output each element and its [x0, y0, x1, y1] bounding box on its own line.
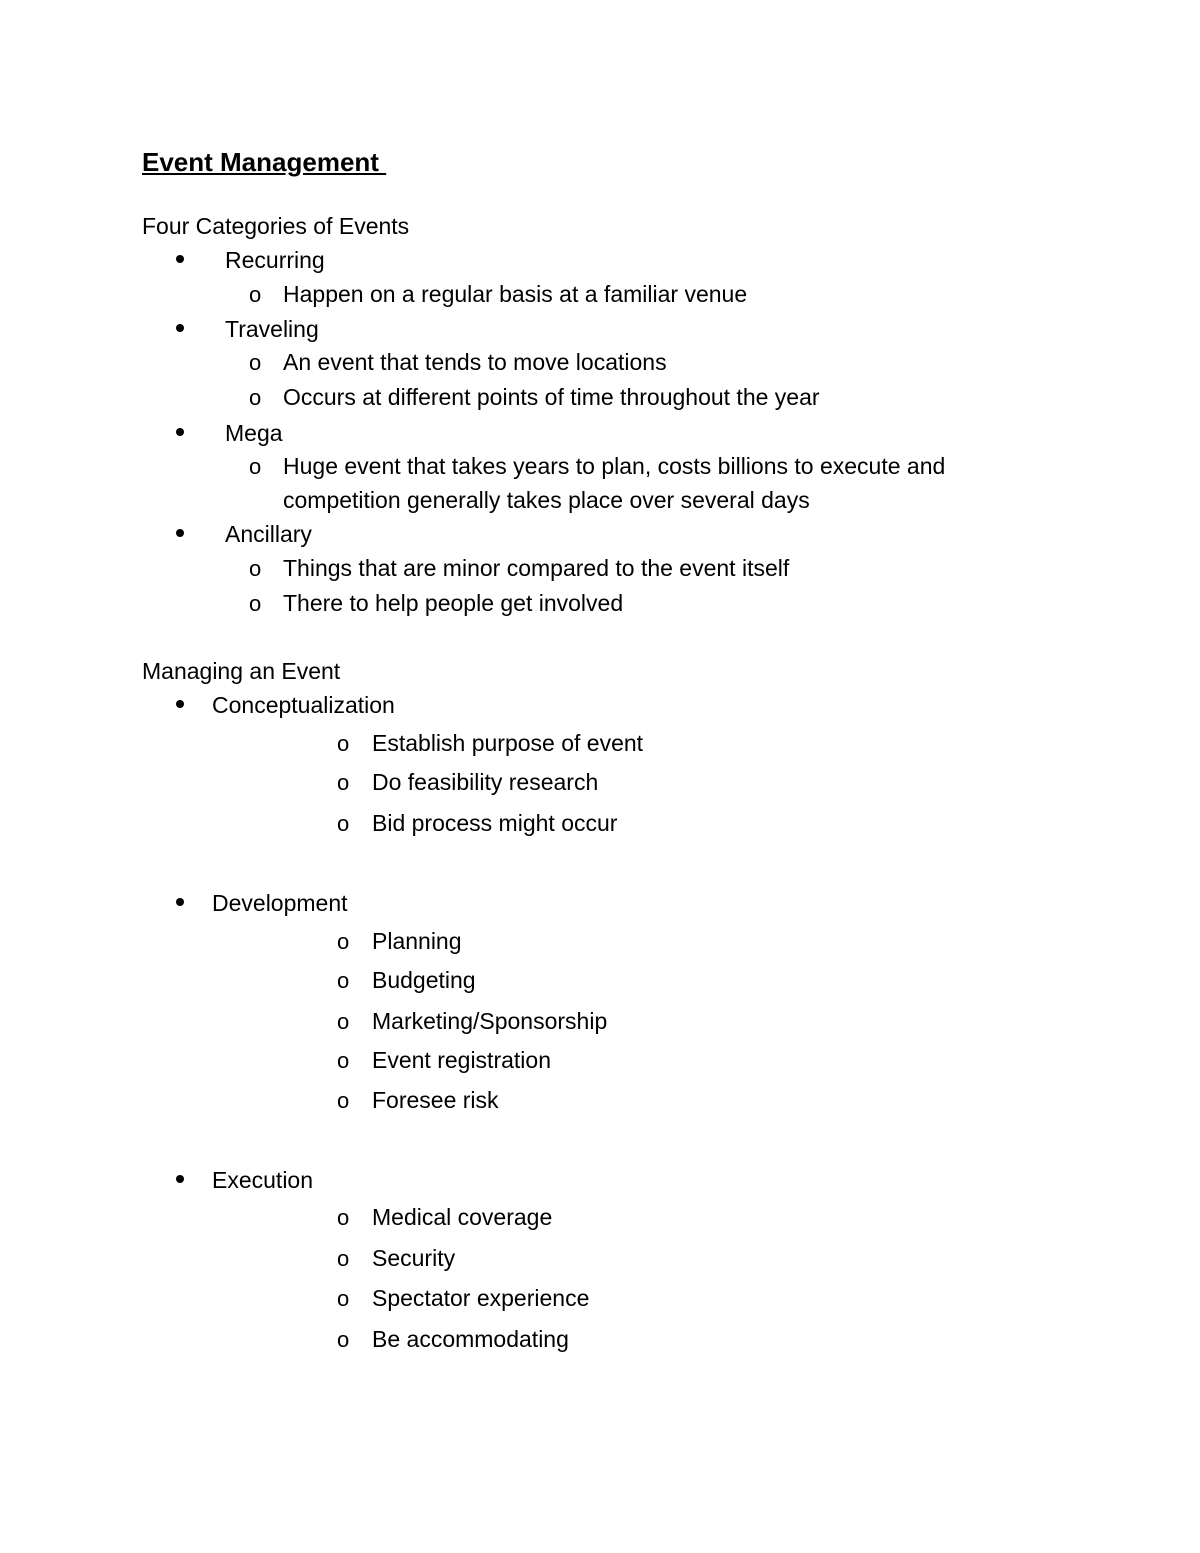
sub-bullet-marker: o — [337, 929, 350, 954]
list-item: Traveling — [225, 316, 319, 342]
sub-bullet-marker: o — [337, 1327, 350, 1352]
sub-list-item: Event registration — [372, 1047, 551, 1073]
section-heading: Managing an Event — [142, 658, 341, 684]
list-item: Development — [212, 890, 348, 916]
sub-list-item: Budgeting — [372, 967, 476, 993]
sub-bullet-marker: o — [337, 1048, 350, 1073]
sub-list-item: Be accommodating — [372, 1326, 569, 1352]
bullet-marker — [176, 529, 184, 537]
sub-list-item: Things that are minor compared to the event itself — [283, 555, 790, 581]
sub-bullet-marker: o — [249, 385, 262, 410]
sub-list-item-continuation: competition generally takes place over several days — [283, 487, 810, 513]
sub-list-item: Bid process might occur — [372, 810, 618, 836]
sub-bullet-marker: o — [337, 811, 350, 836]
sub-bullet-marker: o — [337, 1009, 350, 1034]
sub-bullet-marker: o — [337, 1246, 350, 1271]
sub-list-item: Do feasibility research — [372, 769, 599, 795]
bullet-marker — [176, 324, 184, 332]
sub-list-item: Foresee risk — [372, 1087, 499, 1113]
sub-list-item: There to help people get involved — [283, 590, 624, 616]
list-item: Ancillary — [225, 521, 312, 547]
bullet-marker — [176, 700, 184, 708]
sub-bullet-marker: o — [249, 350, 262, 375]
sub-bullet-marker: o — [337, 1286, 350, 1311]
sub-bullet-marker: o — [337, 1088, 350, 1113]
bullet-marker — [176, 428, 184, 436]
sub-bullet-marker: o — [249, 591, 262, 616]
sub-list-item: An event that tends to move locations — [283, 349, 667, 375]
sub-list-item: Planning — [372, 928, 462, 954]
sub-list-item: Happen on a regular basis at a familiar venue — [283, 281, 748, 307]
sub-list-item: Spectator experience — [372, 1285, 590, 1311]
sub-bullet-marker: o — [249, 282, 262, 307]
list-item: Conceptualization — [212, 692, 395, 718]
bullet-marker — [176, 898, 184, 906]
section-heading: Four Categories of Events — [142, 213, 410, 239]
sub-list-item: Security — [372, 1245, 456, 1271]
sub-bullet-marker: o — [249, 556, 262, 581]
sub-list-item: Occurs at different points of time throughout the year — [283, 384, 820, 410]
sub-bullet-marker: o — [249, 454, 262, 479]
sub-list-item: Medical coverage — [372, 1204, 553, 1230]
sub-bullet-marker: o — [337, 731, 350, 756]
bullet-marker — [176, 1175, 184, 1183]
sub-list-item: Huge event that takes years to plan, costs billions to execute and — [283, 453, 946, 479]
list-item: Mega — [225, 420, 283, 446]
sub-bullet-marker: o — [337, 1205, 350, 1230]
bullet-marker — [176, 255, 184, 263]
list-item: Recurring — [225, 247, 325, 273]
list-item: Execution — [212, 1167, 314, 1193]
document-title: Event Management — [142, 147, 387, 177]
sub-list-item: Marketing/Sponsorship — [372, 1008, 608, 1034]
sub-bullet-marker: o — [337, 770, 350, 795]
sub-bullet-marker: o — [337, 968, 350, 993]
sub-list-item: Establish purpose of event — [372, 730, 644, 756]
